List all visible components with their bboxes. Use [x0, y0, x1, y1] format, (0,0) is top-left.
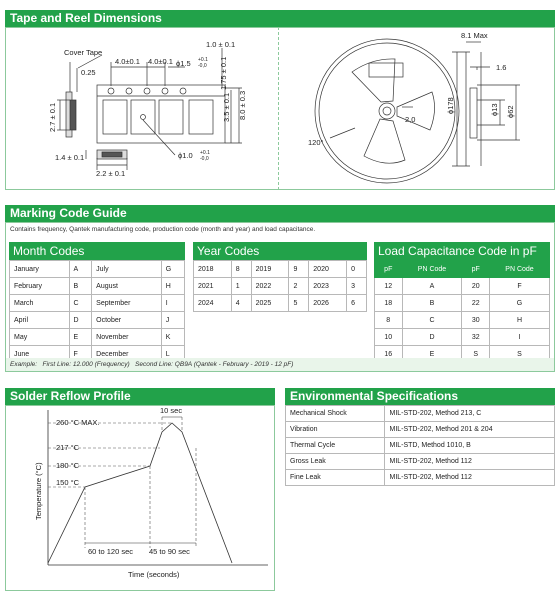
load-pf: 20	[462, 278, 490, 295]
year-value: 2026	[309, 295, 347, 312]
month-code: A	[69, 261, 92, 278]
month-code: L	[161, 346, 184, 363]
month-name: March	[10, 295, 70, 312]
reel-dim-2-0: 2,0	[405, 115, 416, 124]
env-test-name: Gross Leak	[286, 454, 385, 470]
year-code: 5	[289, 295, 309, 312]
dim-0-25: 0.25	[81, 68, 96, 77]
load-row	[375, 295, 550, 312]
reel-dim-13: ϕ13	[490, 103, 499, 116]
env-table	[285, 405, 555, 486]
dim-hole-tol-minus: -0,0	[198, 63, 207, 69]
year-codes-title: Year Codes	[193, 242, 367, 260]
load-pn-code: G	[490, 295, 550, 312]
year-value: 2025	[251, 295, 289, 312]
month-codes-title: Month Codes	[9, 242, 185, 260]
load-pn-code: F	[490, 278, 550, 295]
env-test-name: Mechanical Shock	[286, 406, 385, 422]
dim-1-75: 1.75 ± 0.1	[219, 56, 228, 90]
example-label: Example:	[10, 361, 38, 368]
env-row	[286, 422, 555, 438]
env-row	[286, 454, 555, 470]
year-code: 6	[347, 295, 367, 312]
load-codes-table	[374, 260, 550, 363]
dim-hole-tol-plus: +0.1	[198, 57, 208, 63]
reflow-label-180: 180 °C	[56, 461, 80, 470]
load-pn-code: C	[402, 312, 462, 329]
month-name: August	[92, 278, 162, 295]
year-code: 2	[289, 278, 309, 295]
month-code: K	[161, 329, 184, 346]
env-header: Environmental Specifications	[285, 388, 555, 405]
dim-3-5: 3.5 ± 0.1	[222, 92, 231, 122]
month-code: G	[161, 261, 184, 278]
env-test-name: Fine Leak	[286, 470, 385, 486]
month-name: July	[92, 261, 162, 278]
year-code: 1	[231, 278, 251, 295]
reel-dim-178: ϕ178	[446, 97, 455, 114]
marking-description: Contains frequency, Qantek manufacturing code, production code (month and year) and load capacitance.	[10, 226, 316, 233]
marking-header: Marking Code Guide	[5, 205, 555, 222]
year-value: 2023	[309, 278, 347, 295]
load-pf: 12	[375, 278, 403, 295]
year-value: 2022	[251, 278, 289, 295]
load-pn-code: D	[402, 329, 462, 346]
reel-dim-1-6: 1.6	[496, 63, 507, 72]
dim-2-2: 2.2 ± 0.1	[96, 169, 126, 178]
year-code: 3	[347, 278, 367, 295]
reflow-label-45-90: 45 to 90 sec	[149, 547, 190, 556]
dim-pitch-1: 4.0±0.1	[115, 57, 140, 66]
dim-2-7: 2.7 ± 0.1	[48, 102, 57, 132]
env-row	[286, 438, 555, 454]
year-value: 2020	[309, 261, 347, 278]
load-header-row	[375, 261, 550, 278]
load-column-header: pF	[375, 261, 403, 278]
month-code: H	[161, 278, 184, 295]
month-code: J	[161, 312, 184, 329]
load-pn-code: I	[490, 329, 550, 346]
month-name: November	[92, 329, 162, 346]
dim-1-4: 1.4 ± 0.1	[55, 153, 85, 162]
year-code: 8	[231, 261, 251, 278]
reflow-label-60-120: 60 to 120 sec	[88, 547, 134, 556]
tape-reel-header: Tape and Reel Dimensions	[5, 10, 555, 27]
reel-dim-62: ϕ62	[506, 105, 515, 118]
reflow-label-150: 150 °C	[56, 478, 80, 487]
example-line2: Second Line: QB9A	[135, 361, 192, 368]
load-column-header: PN Code	[402, 261, 462, 278]
example-line1: First Line: 12.000	[42, 361, 93, 368]
reflow-header: Solder Reflow Profile	[5, 388, 275, 405]
load-pn-code: B	[402, 295, 462, 312]
dim-hole-dia: ϕ1.5	[176, 59, 191, 68]
env-test-method: MIL-STD-202, Method 112	[385, 470, 555, 486]
dim-pocket-tol-minus: -0,0	[200, 156, 209, 162]
reel-angle-120: 120°	[308, 138, 324, 147]
load-pn-code: A	[402, 278, 462, 295]
load-codes-title: Load Capacitance Code in pF	[374, 242, 550, 260]
year-value: 2021	[194, 278, 232, 295]
reel-dim-8-1-max: 8.1 Max	[461, 31, 488, 40]
year-value: 2019	[251, 261, 289, 278]
dim-8-0: 8.0 ± 0.3	[238, 90, 247, 120]
load-column-header: pF	[462, 261, 490, 278]
env-test-name: Thermal Cycle	[286, 438, 385, 454]
month-code: F	[69, 346, 92, 363]
month-name: September	[92, 295, 162, 312]
env-test-method: MIL-STD-202, Method 213, C	[385, 406, 555, 422]
reflow-label-217: 217 °C	[56, 443, 80, 452]
load-pn-code: H	[490, 312, 550, 329]
year-code: 0	[347, 261, 367, 278]
dim-pocket-dia: ϕ1.0	[178, 151, 193, 160]
year-value: 2018	[194, 261, 232, 278]
reflow-label-10sec: 10 sec	[160, 406, 183, 415]
load-row	[375, 312, 550, 329]
month-code: D	[69, 312, 92, 329]
load-pf: 8	[375, 312, 403, 329]
month-name: February	[10, 278, 70, 295]
example-line1-note: (Frequency)	[94, 361, 130, 368]
month-code: I	[161, 295, 184, 312]
load-column-header: PN Code	[490, 261, 550, 278]
load-row	[375, 329, 550, 346]
example-line2-note: (Qantek - February - 2019 - 12 pF)	[193, 361, 294, 368]
year-code: 4	[231, 295, 251, 312]
month-name: October	[92, 312, 162, 329]
load-pf: S	[462, 346, 490, 363]
month-name: June	[10, 346, 70, 363]
cover-tape-label: Cover Tape	[64, 48, 103, 57]
load-pf: 30	[462, 312, 490, 329]
month-name: April	[10, 312, 70, 329]
load-row	[375, 278, 550, 295]
year-value: 2024	[194, 295, 232, 312]
reflow-xlabel: Time (seconds)	[128, 570, 180, 579]
load-pf: 18	[375, 295, 403, 312]
load-pf: 10	[375, 329, 403, 346]
env-row	[286, 470, 555, 486]
env-test-method: MIL-STD-202, Method 112	[385, 454, 555, 470]
dim-pocket-tol-plus: +0.1	[200, 150, 210, 156]
load-pn-code: S	[490, 346, 550, 363]
month-name: January	[10, 261, 70, 278]
month-name: December	[92, 346, 162, 363]
load-pn-code: E	[402, 346, 462, 363]
month-code: C	[69, 295, 92, 312]
year-code: 9	[289, 261, 309, 278]
dim-pitch-2: 4.0±0.1	[148, 57, 173, 66]
env-test-name: Vibration	[286, 422, 385, 438]
env-test-method: MIL-STD-202, Method 201 & 204	[385, 422, 555, 438]
env-row	[286, 406, 555, 422]
reflow-ylabel: Temperature (°C)	[34, 462, 43, 520]
load-pf: 32	[462, 329, 490, 346]
reflow-label-260: 260 °C MAX.	[56, 418, 100, 427]
load-pf: 22	[462, 295, 490, 312]
month-code: B	[69, 278, 92, 295]
month-code: E	[69, 329, 92, 346]
env-test-method: MIL-STD, Method 1010, B	[385, 438, 555, 454]
month-name: May	[10, 329, 70, 346]
load-pf: 16	[375, 346, 403, 363]
dim-1-0: 1.0 ± 0.1	[206, 40, 236, 49]
